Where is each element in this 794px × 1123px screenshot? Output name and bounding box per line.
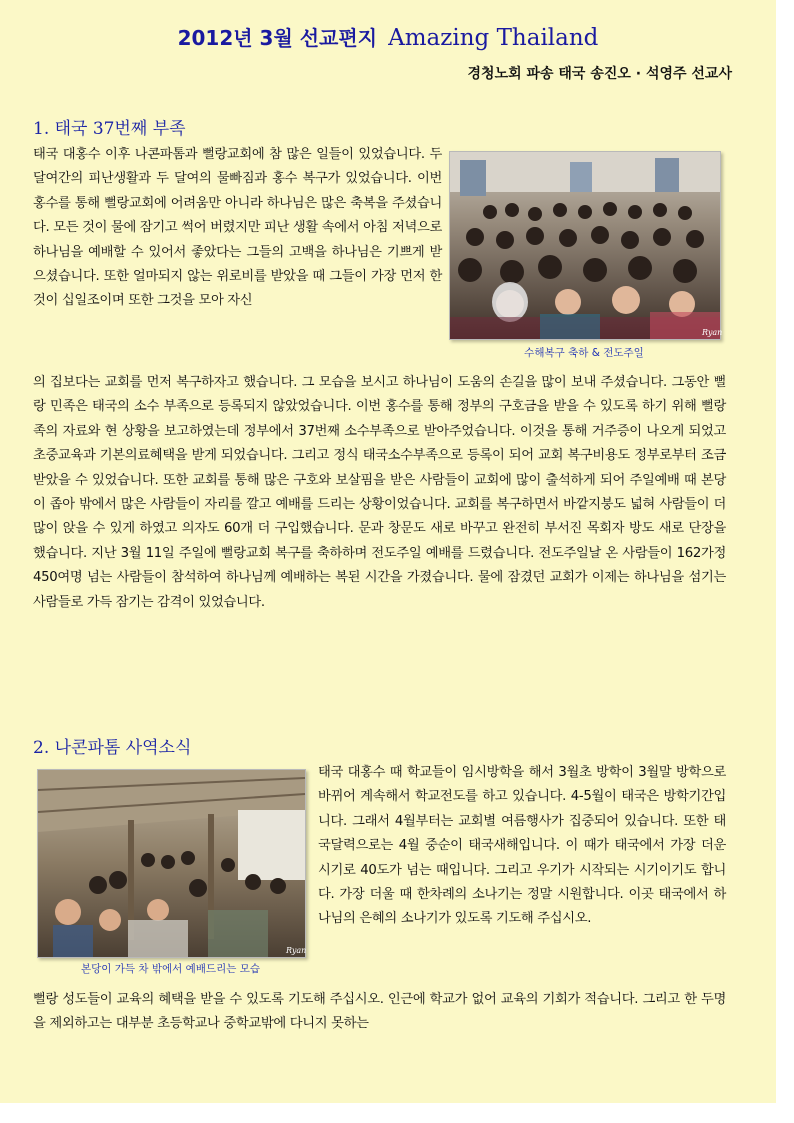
outdoor-worship-image <box>38 770 305 957</box>
outdoor-worship-photo <box>37 769 306 958</box>
section1-paragraph-full: 의 집보다는 교회를 먼저 복구하자고 했습니다. 그 모습을 보시고 하나님이 도움의 손길을 많이 보내 주셨습니다. 그동안 뻘랑 민족은 태국의 소수 부족으로 등록되지 않았었습니다. 이번 홍수를 통해 정부의 구호금을 받을 수 있도록 하기 위해 뻘랑족의 자료와 현 상황을 보고하였는데 정부에서 37번째 소수부족으로 받아주었습니다. 이것을 통해 거주증이 나오게 되었고 초중교육과 기본의료혜택을 받게 되었습니다. 그리고 정식 태국소수부족으로 등록이 되어 교회 복구비용도 정부로부터 조금 받았을 수 있었습니다. 또한 교회를 통해 많은 구호와 보살핌을 받은 사람들이 교회에 많이 출석하게 되어 주일예배 때 본당이 좁아 밖에서 많은 사람들이 자리를 깔고 예배를 드리는 상황이었습니다. 교회를 복구하면서 바깥지붕도 넓혀 사람들이 더 많이 앉을 수 있게 하였고 의자도 60개 더 구입했습니다. 문과 창문도 새로 바꾸고 완전히 부서진 목회자 방도 새로 단장을 했습니다. 지난 3월 11일 주일에 뻘랑교회 복구를 축하하며 전도주일 예배를 드렸습니다. 전도주일날 온 사람들이 162가정 450여명 넘는 사람들이 참석하여 하나님께 예배하는 복된 시간을 가졌습니다. 물에 잠겼던 교회가 이제는 하나님을 섬기는 사람들로 가득 잠기는 감격이 있었습니다. <box>33 375 726 610</box>
section2-paragraph-full: 뻘랑 성도들이 교육의 혜택을 받을 수 있도록 기도해 주십시오. 인근에 학교가 없어 교육의 기회가 적습니다. 그리고 한 두명을 제외하고는 대부분 초등학교나 중학교밖에 다니지 못하는 <box>33 992 726 1032</box>
section1-paragraph-wrapped: 태국 대홍수 이후 나콘파톰과 뻘랑교회에 참 많은 일들이 있었습니다. 두 달여간의 피난생활과 두 달여의 물빠짐과 홍수 복구가 있었습니다. 이번 홍수를 통해 뻘랑교회에 어려움만 아니라 하나님은 많은 축복을 주셨습니다. 모든 것이 물에 잠기고 썩어 버렸지만 피난 생활 속에서 아침 저녁으로 하나님을 예배할 수 있어서 좋았다는 그들의 고백을 하나님은 기쁘게 받으셨습니다. 또한 얼마되지 않는 위로비를 받았을 때 그들이 가장 먼저 한 것이 십일조이며 또한 그것을 모아 자신 <box>33 147 442 309</box>
photo-signature-2: Ryan <box>286 946 307 955</box>
title-english: Amazing Thailand <box>388 25 599 51</box>
section-heading-2: 2. 나콘파톰 사역소식 <box>33 738 192 758</box>
photo-caption-1: 수해복구 축하 & 전도주일 <box>524 347 644 359</box>
byline: 경청노회 파송 태국 송진오 · 석영주 선교사 <box>467 66 732 82</box>
church-congregation-image <box>450 152 723 339</box>
section2-paragraph-wrapped: 태국 대홍수 때 학교들이 임시방학을 해서 3월초 방학이 3월말 방학으로 바뀌어 계속해서 학교전도를 하고 있습니다. 4-5월이 태국은 방학기간입니다. 그래서 4월부터는 교회별 여름행사가 집중되어 있습니다. 또한 태국달력으로는 4월 중순이 태국새해입니다. 이 때가 태국에서 가장 더운 시기로 40도가 넘는 때입니다. 그리고 우기가 시작되는 시기이기도 합니다. 가장 더울 때 한차례의 소나기는 정말 시원합니다. 이곳 태국에서 하나님의 은혜의 소나기가 있도록 기도해 주십시오. <box>318 765 726 927</box>
photo-signature-1: Ryan <box>702 328 723 337</box>
photo-caption-2: 본당이 가득 차 밖에서 예배드리는 모습 <box>81 963 260 975</box>
section-heading-1: 1. 태국 37번째 부족 <box>33 119 186 139</box>
title-korean: 2012년 3월 선교편지 <box>177 26 378 50</box>
page-title <box>0 22 776 51</box>
church-congregation-photo <box>449 151 721 340</box>
